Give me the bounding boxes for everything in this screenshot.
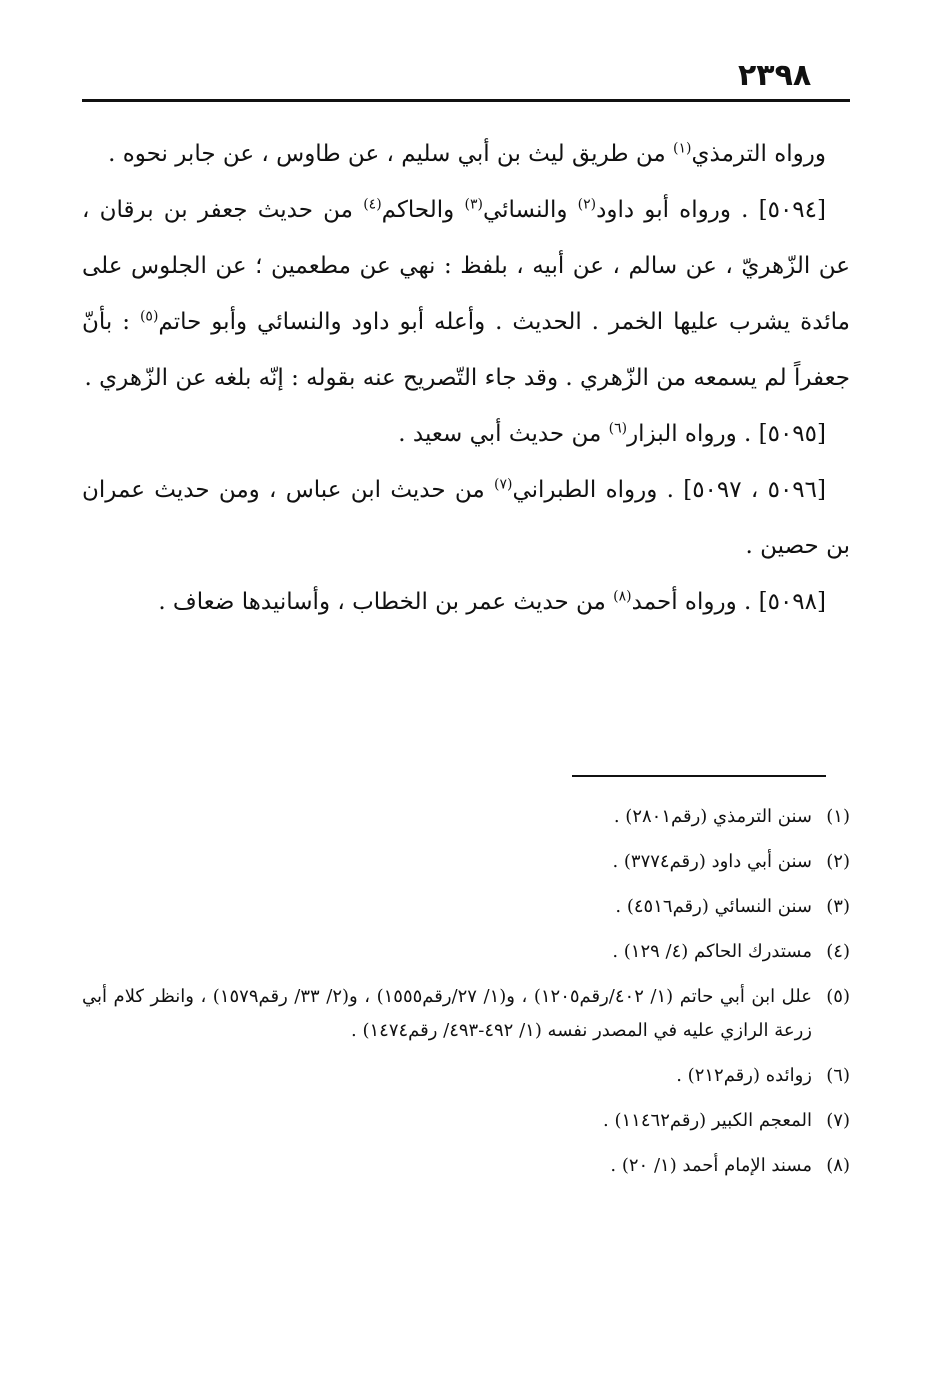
footnote-number: (٢) bbox=[826, 851, 850, 872]
footnote-4 bbox=[82, 935, 850, 969]
footnote-3 bbox=[82, 890, 850, 924]
footnote-8 bbox=[82, 1149, 850, 1183]
footnote-text: المعجم الكبير (رقم١١٤٦٢) . bbox=[603, 1110, 812, 1131]
footnote-number: (٤) bbox=[826, 941, 850, 962]
footnote-number: (٥) bbox=[826, 986, 850, 1007]
paragraph-5096-5097: [٥٠٩٦ ، ٥٠٩٧] . ورواه الطبراني$^{(٧)}$ من حديث ابن عباس ، ومن حديث عمران بن حصين . bbox=[82, 476, 850, 559]
footnote-number: (٧) bbox=[826, 1110, 850, 1131]
footnote-text: سنن النسائي (رقم٤٥١٦) . bbox=[615, 896, 812, 917]
footnote-reference: (٨) bbox=[613, 588, 632, 605]
footnote-number: (٨) bbox=[826, 1155, 850, 1176]
footnote-7 bbox=[82, 1104, 850, 1138]
footnote-number: (٣) bbox=[826, 896, 850, 917]
footnote-number: (٦) bbox=[826, 1065, 850, 1086]
footnote-text: سنن الترمذي (رقم٢٨٠١) . bbox=[613, 806, 812, 827]
footnote-number: (١) bbox=[826, 806, 850, 827]
footnote-reference: (٧) bbox=[493, 476, 513, 493]
footnote-reference: (٢) bbox=[577, 196, 597, 213]
footnote-separator bbox=[572, 775, 826, 777]
footnote-1 bbox=[82, 800, 850, 834]
footnote-5 bbox=[82, 980, 850, 1048]
footnote-text: علل ابن أبي حاتم (١/ ٤٠٢/رقم١٢٠٥) ، و(١/ ٢٧/رقم١٥٥٥) ، و(٢/ ٣٣/ رقم١٥٧٩) ، وانظر كلام أبي زرعة الرازي عليه في المصدر نفسه (١/ ٤٩٢-٤٩٣/ رقم١٤٧٤) . bbox=[82, 986, 812, 1041]
header-rule bbox=[82, 99, 850, 102]
paragraph-5095: [٥٠٩٥] . ورواه البزار$^{(٦)}$ من حديث أبي سعيد . bbox=[398, 420, 826, 447]
footnote-reference: (٤) bbox=[363, 196, 382, 213]
footnote-reference: (٥) bbox=[139, 308, 159, 325]
footnote-reference: (٦) bbox=[608, 420, 628, 437]
paragraph-5098: [٥٠٩٨] . ورواه أحمد$^{(٨)}$ من حديث عمر بن الخطاب ، وأسانيدها ضعاف . bbox=[158, 588, 826, 615]
footnote-text: سنن أبي داود (رقم٣٧٧٤) . bbox=[612, 851, 812, 872]
footnote-text: زوائده (رقم٢١٢) . bbox=[676, 1065, 812, 1086]
footnote-6 bbox=[82, 1059, 850, 1093]
footnote-2 bbox=[82, 845, 850, 879]
footnotes bbox=[82, 800, 850, 1194]
paragraph-5094: [٥٠٩٤] . ورواه أبو داود$^{(٢)}$ والنسائي$^{(٣)}$ والحاكم$^{(٤)}$ من حديث جعفر بن برقان ، عن الزّهريّ ، عن سالم ، عن أبيه ، بلفظ : نهي عن مطعمين ؛ عن الجلوس على مائدة يشرب عليها الخمر . الحديث . وأعله أبو داود والنسائي وأبو حاتم$^{(٥)}$ : بأنّ جعفراً لم يسمعه من الزّهري . وقد جاء التّصريح عنه بقوله : إنّه بلغه عن الزّهري . bbox=[82, 196, 850, 391]
footnote-reference: (١) bbox=[673, 140, 692, 157]
main-text bbox=[82, 126, 850, 630]
footnote-text: مسند الإمام أحمد (١/ ٢٠) . bbox=[610, 1155, 812, 1176]
footnote-text: مستدرك الحاكم (٤/ ١٢٩) . bbox=[612, 941, 812, 962]
paragraph-1: ورواه الترمذي$^{(١)}$ من طريق ليث بن أبي سليم ، عن طاوس ، عن جابر نحوه . bbox=[108, 140, 826, 167]
footnote-reference: (٣) bbox=[464, 196, 483, 213]
page-number: ٢٣٩٨ bbox=[738, 58, 812, 93]
